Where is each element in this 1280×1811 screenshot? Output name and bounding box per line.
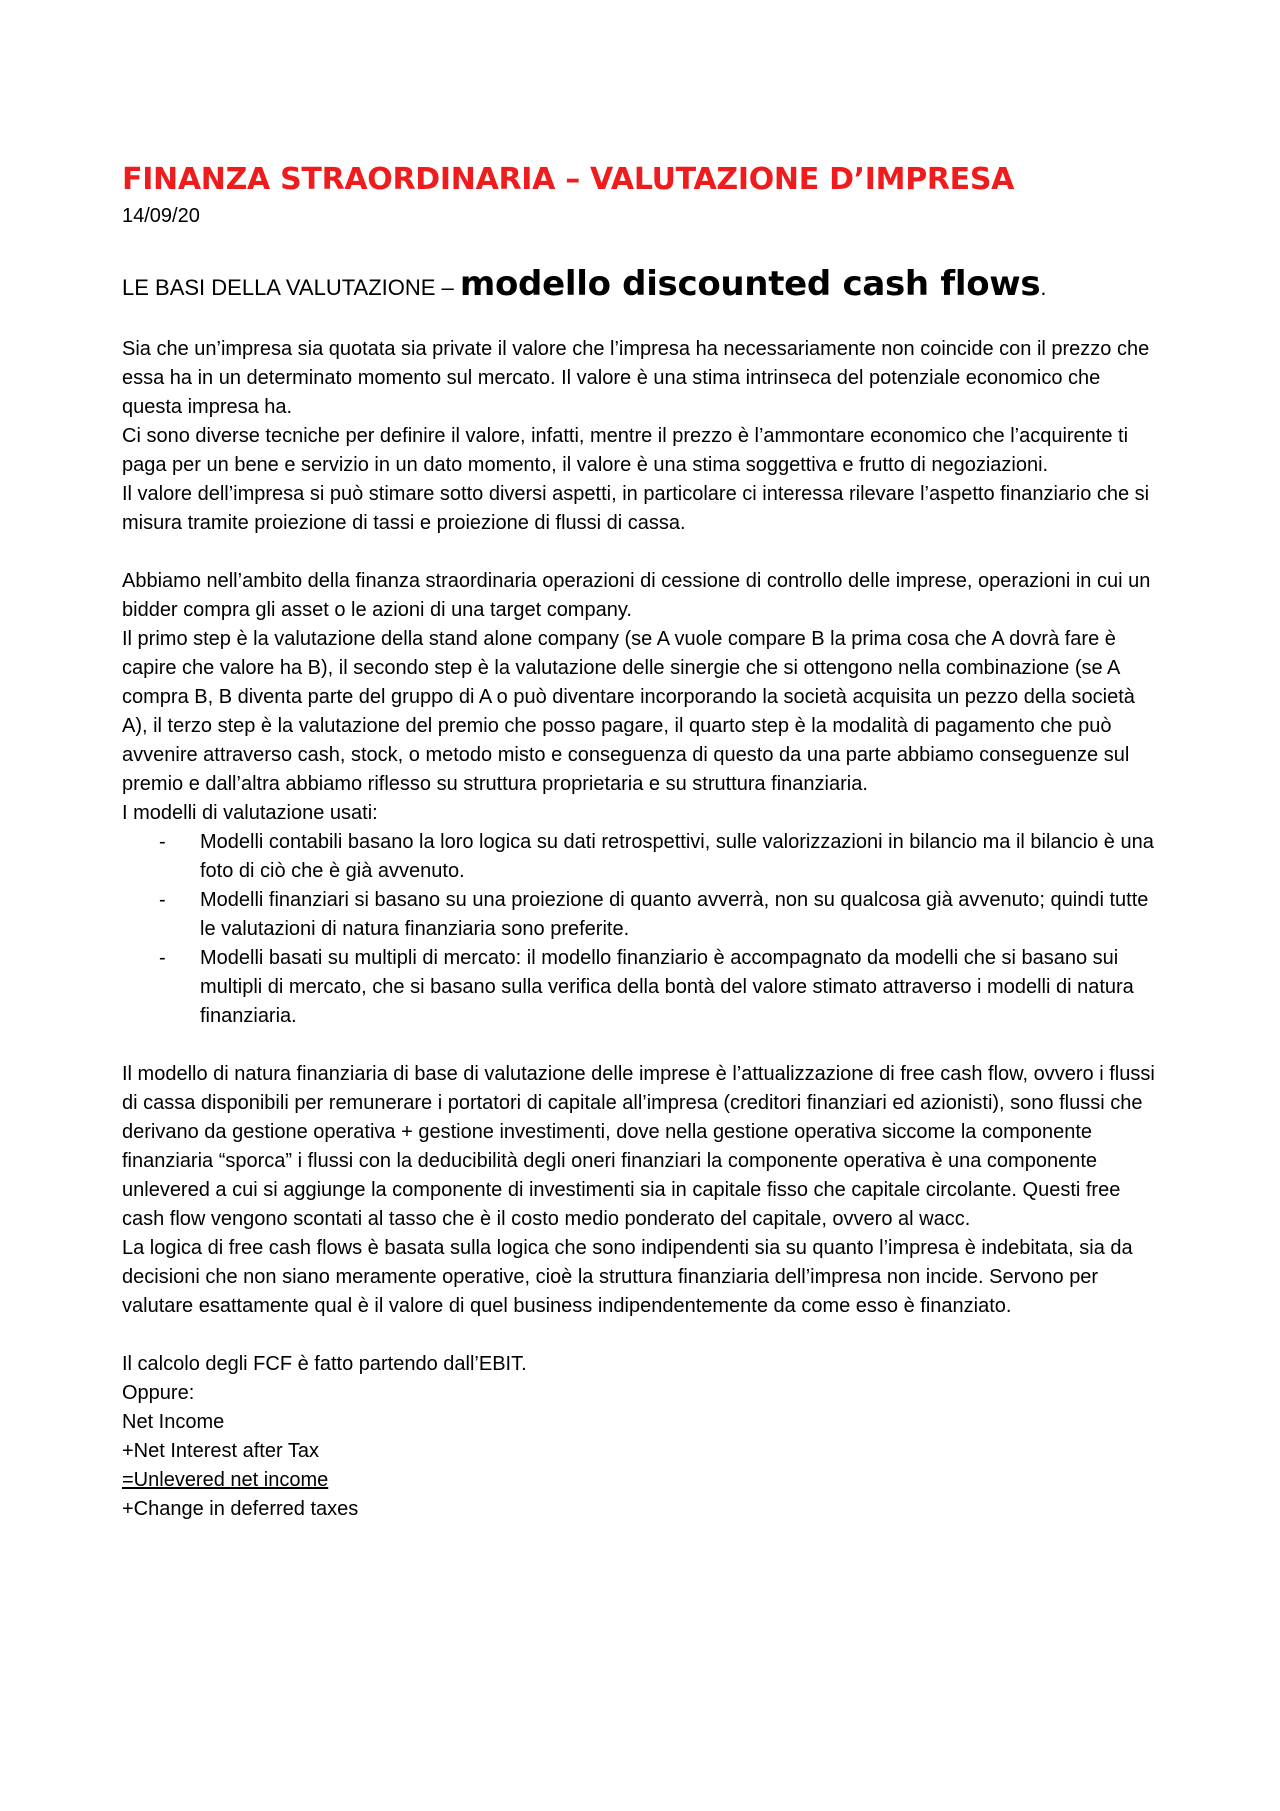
list-item [159, 828, 1160, 886]
list-bullet: - [159, 947, 166, 969]
paragraph-valuation-techniques: Ci sono diverse tecniche per definire il valore, infatti, mentre il prezzo è l’ammontare economico che l’acquirente ti paga per un bene e servizio in un dato momento, il valore è una stima soggettiva e frutto di negoziazioni. [122, 425, 1129, 476]
list-item [159, 944, 1160, 1031]
document-date: 14/09/20 [122, 205, 200, 227]
section-heading-prefix: LE BASI DELLA VALUTAZIONE – [122, 275, 460, 300]
fcf-calc-intro: Il calcolo degli FCF è fatto partendo dall’EBIT. [122, 1353, 527, 1375]
document-title: FINANZA STRAORDINARIA – VALUTAZIONE D’IMPRESA [122, 162, 1015, 197]
list-bullet: - [159, 831, 166, 853]
list-bullet: - [159, 889, 166, 911]
list-item-text: Modelli contabili basano la loro logica su dati retrospettivi, sulle valorizzazioni in bilancio ma il bilancio è una foto di ciò che è già avvenuto. [200, 831, 1154, 882]
paragraph-spacer [122, 538, 1160, 567]
paragraph-spacer [122, 1321, 1160, 1350]
paragraph-spacer [122, 1031, 1160, 1060]
list-item [159, 886, 1160, 944]
list-item-text: Modelli finanziari si basano su una proiezione di quanto avverrà, non su qualcosa già avvenuto; quindi tutte le valutazioni di natura finanziaria sono preferite. [200, 889, 1149, 940]
fcf-line-deferred-taxes: +Change in deferred taxes [122, 1498, 359, 1520]
paragraph-fcf-logic: La logica di free cash flows è basata sulla logica che sono indipendenti sia su quanto l’impresa è indebitata, sia da decisioni che non siano meramente operative, cioè la struttura finanziaria dell’impresa non incide. Servono per valutare esattamente qual è il valore di quel business indipendentemente da come esso è finanziato. [122, 1237, 1133, 1317]
fcf-line-unlevered-net-income: =Unlevered net income [122, 1469, 329, 1491]
list-item-text: Modelli basati su multipli di mercato: il modello finanziario è accompagnato da modelli che si basano sui multipli di mercato, che si basano sulla verifica della bontà del valore stimato attraverso i modelli di natura finanziaria. [200, 947, 1134, 1027]
fcf-calc-alternative: Oppure: [122, 1382, 195, 1404]
paragraph-valuation-steps: Il primo step è la valutazione della stand alone company (se A vuole compare B la prima cosa che A dovrà fare è capire che valore ha B), il secondo step è la valutazione delle sinergie che si ottengono nella combinazione (se A compra B, B diventa parte del gruppo di A o può diventare incorporando la società acquisita un pezzo della società A), il terzo step è la valutazione del premio che posso pagare, il quarto step è la modalità di pagamento che può avvenire attraverso cash, stock, o metodo misto e conseguenza di questo da una parte abbiamo conseguenze sul premio e dall’altra abbiamo riflesso su struttura proprietaria e su struttura finanziaria. [122, 628, 1135, 795]
valuation-models-list [122, 828, 1160, 1031]
paragraph-value-vs-price: Sia che un’impresa sia quotata sia private il valore che l’impresa ha necessariamente non coincide con il prezzo che essa ha in un determinato momento sul mercato. Il valore è una stima intrinseca del potenziale economico che questa impresa ha. [122, 338, 1150, 418]
paragraph-free-cash-flow: Il modello di natura finanziaria di base di valutazione delle imprese è l’attualizzazione di free cash flow, ovvero i flussi di cassa disponibili per remunerare i portatori di capitale all’impresa (creditori finanziari ed azionisti), sono flussi che derivano da gestione operativa + gestione investimenti, dove nella gestione operativa siccome la componente finanziaria “sporca” i flussi con la deducibilità degli oneri finanziari la componente operativa è una componente unlevered a cui si aggiunge la componente di investimenti sia in capitale fisso che capitale circolante. Questi free cash flow vengono scontati al tasso che è il costo medio ponderato del capitale, ovvero al wacc. [122, 1063, 1155, 1230]
paragraph-models-intro: I modelli di valutazione usati: [122, 802, 378, 824]
section-heading-emphasis: modello discounted cash flows [459, 264, 1041, 304]
section-heading [122, 259, 1160, 313]
section-heading-suffix: . [1040, 275, 1047, 300]
paragraph-financial-aspect: Il valore dell’impresa si può stimare sotto diversi aspetti, in particolare ci interessa rilevare l’aspetto finanziario che si misura tramite proiezione di tassi e proiezione di flussi di cassa. [122, 483, 1150, 534]
fcf-line-net-income: Net Income [122, 1411, 225, 1433]
fcf-line-net-interest: +Net Interest after Tax [122, 1440, 319, 1462]
paragraph-extraordinary-finance: Abbiamo nell’ambito della finanza straordinaria operazioni di cessione di controllo delle imprese, operazioni in cui un bidder compra gli asset o le azioni di una target company. [122, 570, 1151, 621]
